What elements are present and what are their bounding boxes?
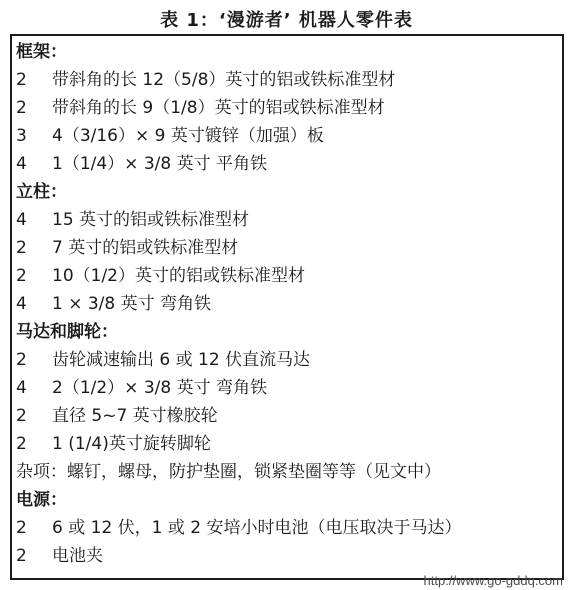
item-qty: 2 — [16, 546, 27, 566]
list-item — [16, 262, 305, 290]
item-desc: 6 或 12 伏，1 或 2 安培小时电池（电压取决于马达） — [52, 518, 462, 538]
list-item — [16, 346, 310, 374]
list-item — [16, 234, 238, 262]
item-qty: 4 — [16, 210, 27, 230]
item-desc: 1 × 3/8 英寸 弯角铁 — [52, 294, 212, 314]
item-desc: 带斜角的长 12（5/8）英寸的铝或铁标准型材 — [52, 70, 396, 90]
list-item — [16, 290, 211, 318]
list-item — [16, 402, 218, 430]
parts-table — [10, 34, 564, 580]
item-qty: 2 — [16, 70, 27, 90]
list-item — [16, 542, 103, 570]
section-heading-motors: 马达和脚轮： — [16, 322, 118, 342]
list-item — [16, 374, 267, 402]
misc-line: 杂项：螺钉，螺母，防护垫圈，锁紧垫圈等等（见文中） — [16, 462, 441, 482]
item-desc: 10（1/2）英寸的铝或铁标准型材 — [52, 266, 305, 286]
item-desc: 15 英寸的铝或铁标准型材 — [52, 210, 250, 230]
list-item — [16, 66, 395, 94]
item-qty: 2 — [16, 518, 27, 538]
item-desc: 直径 5~7 英寸橡胶轮 — [52, 406, 218, 426]
list-item — [16, 94, 385, 122]
item-qty: 2 — [16, 238, 27, 258]
list-item — [16, 206, 249, 234]
list-item — [16, 150, 267, 178]
watermark-url: http://www.go-gddq.com — [423, 573, 563, 588]
item-desc: 带斜角的长 9（1/8）英寸的铝或铁标准型材 — [52, 98, 385, 118]
list-item — [16, 122, 324, 150]
item-desc: 1 (1/4)英寸旋转脚轮 — [52, 434, 211, 454]
item-qty: 2 — [16, 266, 27, 286]
item-qty: 3 — [16, 126, 27, 146]
list-item — [16, 430, 211, 458]
item-desc: 电池夹 — [52, 546, 103, 566]
item-desc: 1（1/4）× 3/8 英寸 平角铁 — [52, 154, 267, 174]
item-desc: 2（1/2）× 3/8 英寸 弯角铁 — [52, 378, 267, 398]
item-desc: 4（3/16）× 9 英寸镀锌（加强）板 — [52, 126, 324, 146]
item-qty: 2 — [16, 98, 27, 118]
item-qty: 4 — [16, 378, 27, 398]
section-heading-power: 电源： — [16, 490, 67, 510]
item-qty: 2 — [16, 406, 27, 426]
item-qty: 2 — [16, 434, 27, 454]
item-desc: 齿轮减速输出 6 或 12 伏直流马达 — [52, 350, 311, 370]
section-heading-frame: 框架： — [16, 42, 67, 62]
table-title: 表 1：‘漫游者’ 机器人零件表 — [160, 10, 413, 31]
item-qty: 4 — [16, 294, 27, 314]
item-qty: 2 — [16, 350, 27, 370]
item-qty: 4 — [16, 154, 27, 174]
section-heading-posts: 立柱： — [16, 182, 67, 202]
item-desc: 7 英寸的铝或铁标准型材 — [52, 238, 239, 258]
list-item — [16, 514, 462, 542]
